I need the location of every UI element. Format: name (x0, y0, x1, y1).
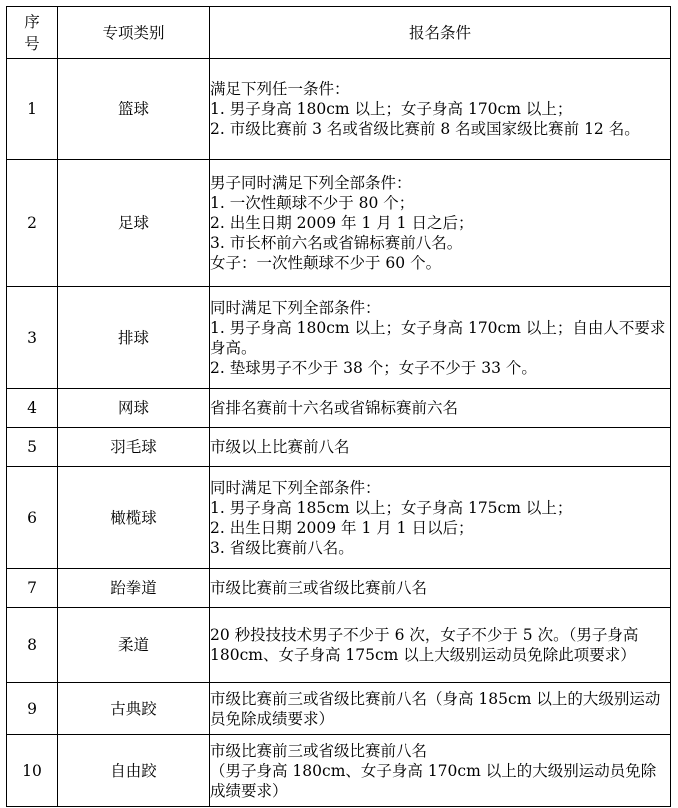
row-sport: 足球 (58, 160, 210, 287)
condition-line: 2. 垫球男子不少于 38 个；女子不少于 33 个。 (210, 358, 537, 377)
row-sport: 排球 (58, 287, 210, 389)
condition-line: 市级以上比赛前八名 (210, 438, 350, 456)
table-row (7, 160, 671, 287)
row-conditions (210, 683, 671, 735)
condition-line: 市级比赛前三或省级比赛前八名 (210, 579, 428, 597)
row-conditions (210, 59, 671, 160)
condition-line: 男子同时满足下列全部条件： (210, 174, 412, 192)
table-row (7, 569, 671, 608)
row-index: 8 (7, 608, 58, 683)
condition-line: 1. 男子身高 180cm 以上；女子身高 170cm 以上； (210, 100, 573, 118)
condition-line: 3. 市长杯前六名或省锦标赛前八名。 (210, 234, 463, 252)
table-row (7, 608, 671, 683)
row-index: 9 (7, 683, 58, 735)
row-index: 3 (7, 287, 58, 389)
condition-line: 女子：一次性颠球不少于 60 个。 (210, 254, 442, 272)
condition-line: 3. 省级比赛前八名。 (210, 538, 354, 557)
condition-line: 20 秒投技技术男子不少于 6 次，女子不少于 5 次。（男子身高 180cm、女子身高 175cm 以上大级别运动员免除此项要求） (210, 626, 639, 664)
header-conditions: 报名条件 (210, 7, 671, 59)
table-row (7, 287, 671, 389)
header-sport: 专项类别 (58, 7, 210, 59)
row-sport: 篮球 (58, 59, 210, 160)
table-row (7, 59, 671, 160)
row-index: 2 (7, 160, 58, 287)
condition-line: 省排名赛前十六名或省锦标赛前六名 (210, 399, 459, 417)
header-index: 序号 (7, 7, 58, 59)
condition-line: 2. 市级比赛前 3 名或省级比赛前 8 名或国家级比赛前 12 名。 (210, 120, 640, 138)
row-conditions (210, 287, 671, 389)
condition-line: 同时满足下列全部条件： (210, 478, 381, 497)
condition-line: 满足下列任一条件： (210, 80, 350, 98)
table-row (7, 467, 671, 569)
row-sport: 古典跤 (58, 683, 210, 735)
condition-line: 市级比赛前三或省级比赛前八名 (210, 741, 428, 760)
condition-line: 1. 男子身高 180cm 以上；女子身高 170cm 以上；自由人不要求身高。 (210, 318, 666, 357)
row-index: 10 (7, 735, 58, 807)
row-sport: 羽毛球 (58, 428, 210, 467)
row-sport: 网球 (58, 389, 210, 428)
table-header-row (7, 7, 671, 59)
row-conditions (210, 608, 671, 683)
condition-line: 1. 一次性颠球不少于 80 个； (210, 194, 415, 212)
table-row (7, 683, 671, 735)
row-index: 5 (7, 428, 58, 467)
row-sport: 柔道 (58, 608, 210, 683)
table-row (7, 735, 671, 807)
row-sport: 跆拳道 (58, 569, 210, 608)
row-sport: 自由跤 (58, 735, 210, 807)
row-index: 6 (7, 467, 58, 569)
condition-line: 1. 男子身高 185cm 以上；女子身高 175cm 以上； (210, 498, 573, 517)
row-index: 1 (7, 59, 58, 160)
condition-line: 同时满足下列全部条件： (210, 298, 381, 317)
row-conditions (210, 428, 671, 467)
row-conditions (210, 389, 671, 428)
row-index: 4 (7, 389, 58, 428)
row-sport: 橄榄球 (58, 467, 210, 569)
registration-requirements-table (6, 6, 671, 807)
table-row (7, 389, 671, 428)
table-row (7, 428, 671, 467)
condition-line: （男子身高 180cm、女子身高 170cm 以上的大级别运动员免除成绩要求） (210, 761, 657, 800)
row-conditions (210, 467, 671, 569)
row-conditions (210, 735, 671, 807)
row-conditions (210, 160, 671, 287)
row-index: 7 (7, 569, 58, 608)
row-conditions (210, 569, 671, 608)
condition-line: 2. 出生日期 2009 年 1 月 1 日以后； (210, 518, 474, 537)
condition-line: 市级比赛前三或省级比赛前八名（身高 185cm 以上的大级别运动员免除成绩要求） (210, 689, 661, 728)
condition-line: 2. 出生日期 2009 年 1 月 1 日之后； (210, 214, 474, 232)
